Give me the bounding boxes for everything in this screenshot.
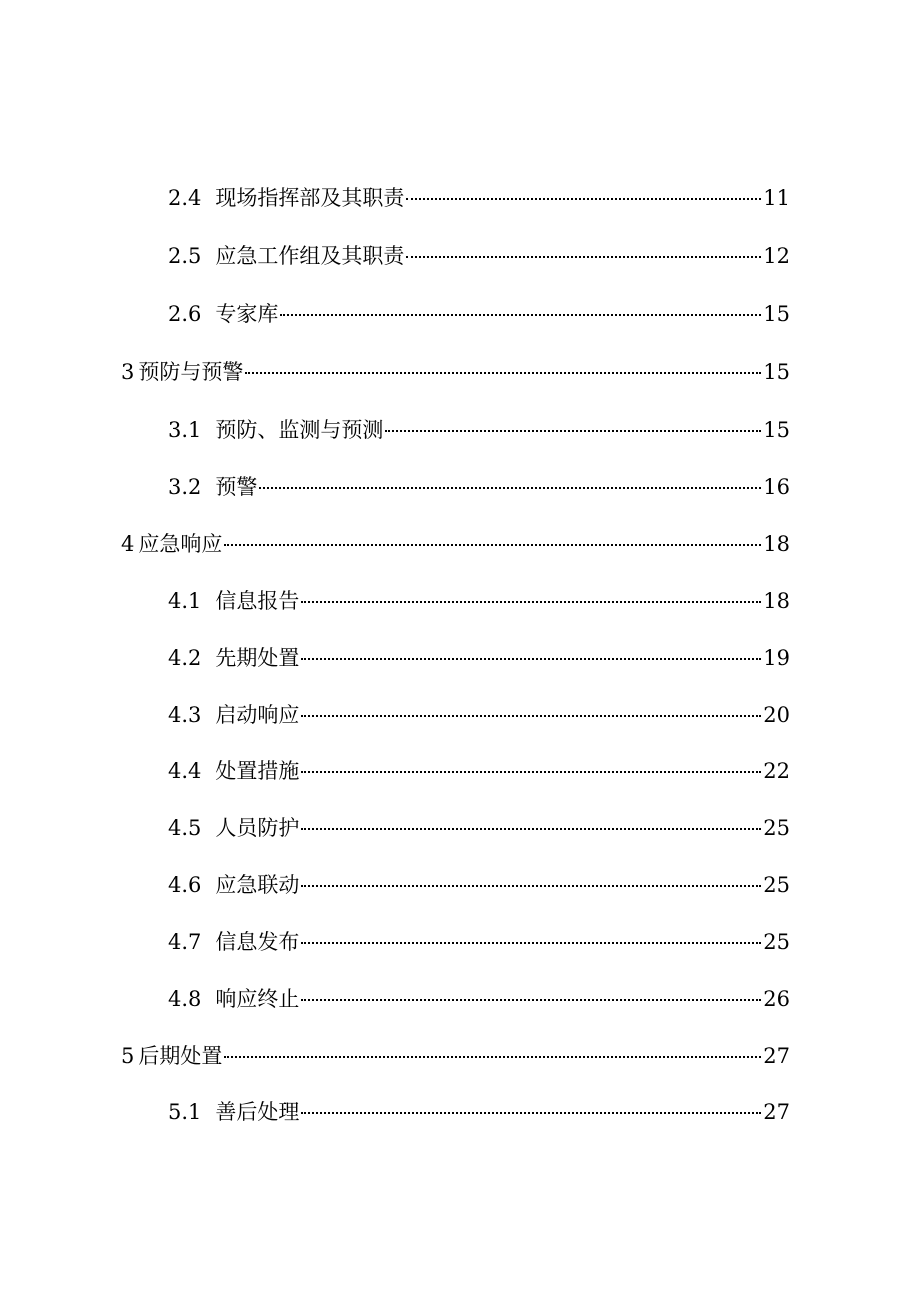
toc-entry-page-number: 18 [763,589,790,613]
toc-entry-number: 4.7 [168,930,202,954]
toc-entry-4-1[interactable] [168,583,790,619]
toc-entry-title: 应急响应 [138,532,223,556]
toc-entry-page-number: 26 [763,987,790,1011]
dot-leader [301,999,761,1001]
toc-entry-number: 3 [121,360,135,384]
toc-entry-5[interactable] [121,1038,790,1074]
toc-entry-3[interactable] [121,354,790,390]
toc-entry-title: 现场指挥部及其职责 [215,186,405,210]
dot-leader [259,487,761,489]
toc-entry-page-number: 22 [763,759,790,783]
dot-leader [301,658,761,660]
toc-entry-page-number: 18 [763,532,790,556]
dot-leader [301,771,761,773]
toc-entry-4-5[interactable] [168,810,790,846]
toc-entry-number: 4.2 [168,646,202,670]
toc-entry-page-number: 25 [763,816,790,840]
toc-entry-title: 应急联动 [215,873,300,897]
toc-entry-number: 5 [121,1044,135,1068]
toc-entry-title: 预防与预警 [138,360,244,384]
toc-entry-page-number: 16 [763,475,790,499]
toc-entry-number: 4.8 [168,987,202,1011]
dot-leader [406,198,761,200]
dot-leader [224,1056,761,1058]
toc-entry-page-number: 11 [763,186,790,210]
dot-leader [301,715,761,717]
toc-entry-number: 3.2 [168,475,202,499]
toc-entry-page-number: 12 [763,244,790,268]
toc-entry-4-2[interactable] [168,640,790,676]
toc-entry-page-number: 27 [763,1100,790,1124]
toc-entry-title: 响应终止 [215,987,300,1011]
toc-entry-4[interactable] [121,526,790,562]
toc-entry-number: 4.6 [168,873,202,897]
toc-entry-3-1[interactable] [168,412,790,448]
toc-entry-page-number: 15 [763,418,790,442]
toc-entry-number: 4 [121,532,135,556]
toc-entry-2-4[interactable] [168,180,790,216]
dot-leader [224,544,761,546]
toc-entry-page-number: 25 [763,930,790,954]
toc-entry-number: 2.6 [168,302,202,326]
toc-entry-4-7[interactable] [168,924,790,960]
toc-entry-title: 善后处理 [215,1100,300,1124]
dot-leader [301,942,761,944]
dot-leader [385,430,761,432]
dot-leader [280,314,761,316]
dot-leader [301,828,761,830]
dot-leader [245,372,761,374]
toc-entry-2-6[interactable] [168,296,790,332]
toc-entry-title: 专家库 [215,302,279,326]
toc-entry-title: 先期处置 [215,646,300,670]
toc-entry-title: 启动响应 [215,703,300,727]
toc-entry-number: 2.4 [168,186,202,210]
toc-entry-number: 4.5 [168,816,202,840]
toc-entry-title: 信息报告 [215,589,300,613]
dot-leader [406,256,761,258]
toc-entry-page-number: 19 [763,646,790,670]
toc-entry-page-number: 15 [763,360,790,384]
toc-entry-4-6[interactable] [168,867,790,903]
dot-leader [301,601,761,603]
toc-entry-title: 预警 [215,475,258,499]
toc-entry-title: 应急工作组及其职责 [215,244,405,268]
toc-entry-number: 3.1 [168,418,202,442]
toc-entry-number: 5.1 [168,1100,202,1124]
toc-entry-5-1[interactable] [168,1094,790,1130]
toc-entry-number: 4.3 [168,703,202,727]
toc-entry-title: 后期处置 [138,1044,223,1068]
dot-leader [301,1112,761,1114]
toc-entry-3-2[interactable] [168,469,790,505]
toc-entry-4-3[interactable] [168,697,790,733]
toc-entry-title: 信息发布 [215,930,300,954]
toc-entry-number: 2.5 [168,244,202,268]
toc-entry-title: 处置措施 [215,759,300,783]
toc-entry-number: 4.4 [168,759,202,783]
toc-entry-title: 预防、监测与预测 [215,418,384,442]
toc-entry-4-4[interactable] [168,753,790,789]
toc-entry-page-number: 15 [763,302,790,326]
toc-entry-title: 人员防护 [215,816,300,840]
toc-entry-2-5[interactable] [168,238,790,274]
dot-leader [301,885,761,887]
toc-entry-page-number: 20 [763,703,790,727]
toc-entry-page-number: 27 [763,1044,790,1068]
toc-entry-number: 4.1 [168,589,202,613]
toc-entry-4-8[interactable] [168,981,790,1017]
toc-entry-page-number: 25 [763,873,790,897]
